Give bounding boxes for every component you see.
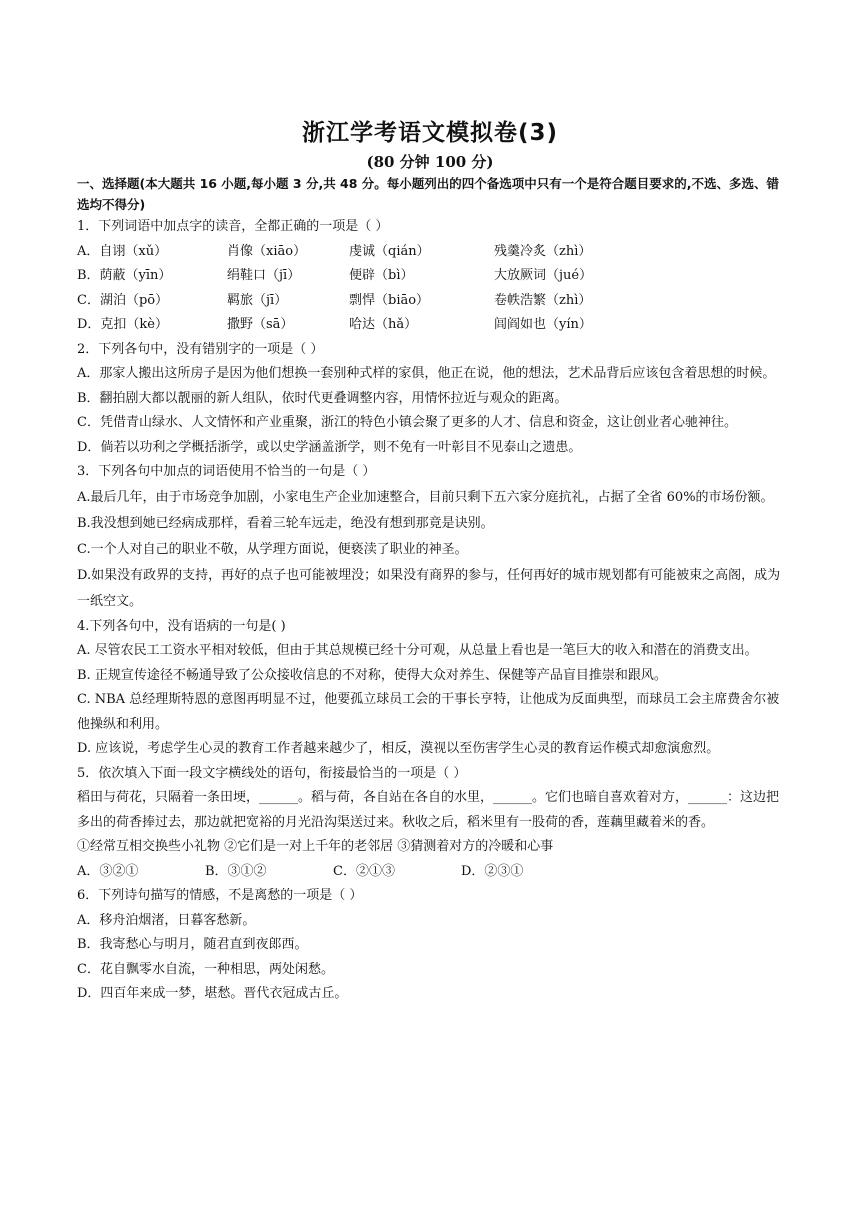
q3-option-b: B.我没想到她已经病成那样，看着三轮车远走，绝没有想到那竟是诀别。 (77, 515, 494, 531)
q1-a-3: 虔诚（qián） (349, 243, 430, 259)
q3-option-a: A.最后几年，由于市场竞争加剧，小家电生产企业加速整合，目前只剩下五六家分庭抗礼，占据了全省 60%的市场份额。 (77, 489, 774, 505)
q4-option-a: A. 尽管农民工工资水平相对较低，但由于其总规模已经十分可观，从总量上看也是一笔巨大的收入和潜在的消费支出。 (77, 643, 758, 658)
q5-option-c: C．②①③ (333, 863, 395, 879)
q6-stem: 6．下列诗句描写的情感，不是离愁的一项是（ ） (77, 888, 363, 903)
q1-d-4: 闾阎如也（yín） (494, 317, 592, 332)
q1-row-a (77, 240, 789, 265)
q1-b-1: B．荫蔽（yīn） (77, 268, 172, 283)
q6-option-c: C．花自飘零水自流，一种相思，两处闲愁。 (77, 961, 334, 977)
q4-option-c: C. NBA 总经理斯特恩的意图再明显不过，他要孤立球员工会的干事长亨特，让他成为反面典型，而球员工会主席费舍尔被他操纵和利用。 (77, 692, 780, 732)
q5-stem: 5．依次填入下面一段文字横线处的语句，衔接最恰当的一项是（ ） (77, 765, 467, 781)
section-heading: 一、选择题(本大题共 16 小题,每小题 3 分,共 48 分。每小题列出的四个备选项中只有一个是符合题目要求的,不选、多选、错选均不得分) (77, 176, 780, 212)
exam-content (77, 173, 789, 1007)
q1-d-3: 哈达（hǎ） (349, 317, 418, 332)
q1-d-1: D．克扣（kè） (77, 317, 168, 332)
q5-option-d: D．②③① (461, 863, 524, 879)
q1-row-c (77, 289, 789, 314)
q1-c-1: C．湖泊（pō） (77, 292, 169, 308)
q4-option-d: D. 应该说，考虑学生心灵的教育工作者越来越少了，相反，漠视以至伤害学生心灵的教育运作模式却愈演愈烈。 (77, 741, 720, 756)
q1-b-4: 大放厥词（jué） (494, 268, 593, 283)
exam-duration-score: (80 分钟 100 分) (366, 153, 494, 171)
q1-b-2: 绢鞋口（jī） (227, 268, 301, 283)
q1-stem: 1．下列词语中加点字的读音，全都正确的一项是（ ） (77, 219, 389, 234)
q3-stem: 3．下列各句中加点的词语使用不恰当的一句是（ ） (77, 464, 376, 479)
q2-option-b: B．翻拍剧大都以靓丽的新人组队，依时代更叠调整内容，用情怀拉近与观众的距离。 (77, 390, 568, 406)
q5-options (77, 860, 789, 885)
q1-a-4: 残羹冷炙（zhì） (494, 243, 592, 259)
page-title: 浙江学考语文模拟卷(3) (301, 120, 559, 146)
q1-row-b (77, 264, 789, 289)
q4-option-b: B. 正规宣传途径不畅通导致了公众接收信息的不对称，使得大众对养生、保健等产品盲目推崇和跟风。 (77, 667, 667, 683)
q6-option-a: A．移舟泊烟渚，日暮客愁新。 (77, 912, 256, 928)
q4-stem: 4.下列各句中，没有语病的一句是( ) (77, 618, 286, 634)
q1-c-3: 剽悍（biāo） (349, 292, 430, 308)
q5-option-b: B．③①② (205, 863, 267, 879)
q1-d-2: 撒野（sā） (227, 317, 294, 332)
q3-option-c: C.一个人对自己的职业不敬，从学理方面说，便亵渎了职业的神圣。 (77, 541, 468, 557)
q5-items: ①经常互相交换些小礼物 ②它们是一对上千年的老邻居 ③猜测着对方的冷暖和心事 (77, 839, 554, 854)
q3-option-d: D.如果没有政界的支持，再好的点子也可能被埋没；如果没有商界的参与，任何再好的城市规划都有可能被束之高阁，成为一纸空文。 (77, 567, 781, 609)
q6-option-d: D．四百年来成一梦，堪愁。晋代衣冠成古丘。 (77, 986, 348, 1001)
q1-c-4: 卷帙浩繁（zhì） (494, 292, 592, 308)
q2-option-d: D．倘若以功利之学概括浙学，或以史学涵盖浙学，则不免有一叶彰目不见泰山之遗患。 (77, 439, 582, 455)
q1-b-3: 便辟（bì） (349, 268, 414, 283)
q6-option-b: B．我寄愁心与明月，随君直到夜郎西。 (77, 937, 308, 952)
q1-c-2: 羁旅（jī） (227, 292, 288, 308)
q1-a-1: A．自诩（xǔ） (77, 243, 168, 259)
q1-a-2: 肖像（xiāo） (227, 243, 307, 259)
q5-passage: 稻田与荷花，只隔着一条田埂，______。稻与荷，各自站在各自的水里，______。它们也暗自喜欢着对方，______：这边把多出的荷香捧过去，那边就把宽裕的月光沿沟渠送过来。秋收之后，稻米里有一股荷的香，莲藕里藏着米的香。 (77, 790, 780, 830)
q1-row-d (77, 313, 789, 338)
q2-option-c: C．凭借青山绿水、人文情怀和产业重聚，浙江的特色小镇会聚了更多的人才、信息和资金，这让创业者心驰神往。 (77, 415, 737, 430)
q5-option-a: A．③②① (77, 863, 139, 879)
q2-option-a: A．那家人搬出这所房子是因为他们想换一套别种式样的家俱，他正在说，他的想法，艺术品背后应该包含着思想的时候。 (77, 366, 776, 381)
q2-stem: 2．下列各句中，没有错别字的一项是（ ） (77, 341, 324, 357)
